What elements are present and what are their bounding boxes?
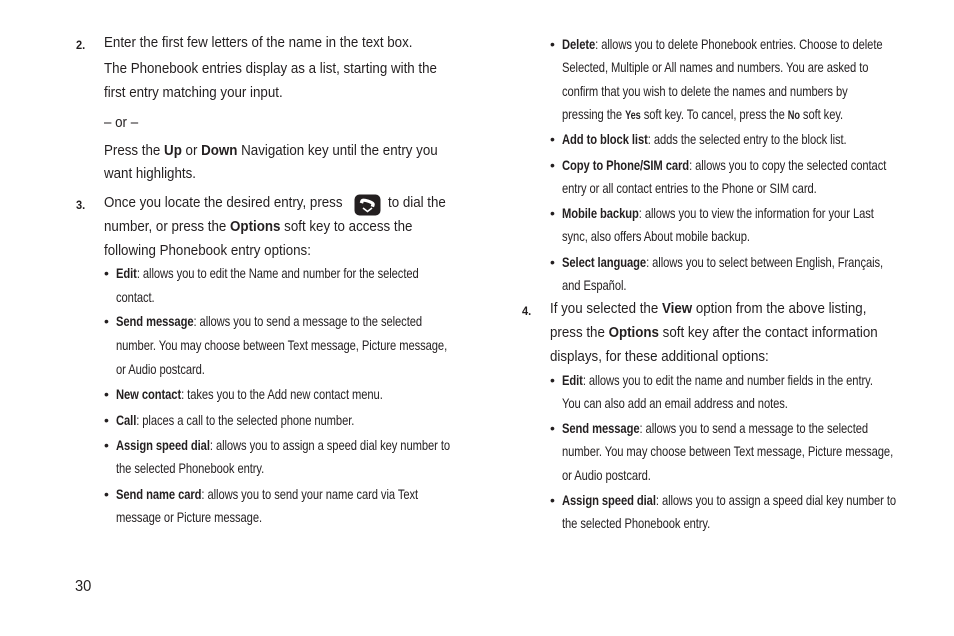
bullet-line: Send message: allows you to send a message to the selected [116,313,423,329]
bullet-dot: • [104,486,109,502]
bullet-line: and Español. [562,277,627,293]
bullet-line: message or Picture message. [116,509,262,525]
bullet-line: Send message: allows you to send a message to the selected [562,420,869,436]
bullet-line: or Audio postcard. [116,361,205,377]
bullet-dot: • [550,372,555,388]
bullet-line: contact. [116,289,155,305]
step-text: Once you locate the desired entry, press [104,195,343,211]
bullet-line: pressing the Yes soft key. To cancel, press the No soft key. [562,106,844,122]
bullet-dot: • [104,386,109,402]
bullet-line: Assign speed dial: allows you to assign a speed dial key number to [562,492,897,508]
bullet-line: the selected Phonebook entry. [116,460,265,476]
step-text: displays, for these additional options: [550,349,769,365]
step-text: following Phonebook entry options: [104,243,311,259]
bullet-line: Send name card: allows you to send your name card via Text [116,486,419,502]
bullet-line: confirm that you wish to delete the names and numbers by [562,83,848,99]
step-number: 2. [76,38,86,52]
bullet-dot: • [550,492,555,508]
bullet-dot: • [104,313,109,329]
bullet-dot: • [550,254,555,270]
paragraph-line: The Phonebook entries display as a list, starting with the [104,61,437,77]
or-separator: – or – [104,115,139,131]
bullet-line: New contact: takes you to the Add new contact menu. [116,386,383,402]
step-text: press the Options soft key after the contact information [550,325,878,341]
bullet-dot: • [104,265,109,281]
bullet-dot: • [550,205,555,221]
bullet-dot: • [550,157,555,173]
bullet-line: Selected, Multiple or All names and numbers. You are asked to [562,59,869,75]
bullet-dot: • [104,437,109,453]
bullet-line: You can also add an email address and notes. [562,395,788,411]
step-text: Enter the first few letters of the name in the text box. [104,35,413,51]
bullet-line: number. You may choose between Text message, Picture message, [116,337,448,353]
bullet-line: Call: places a call to the selected phone number. [116,412,355,428]
bullet-line: Edit: allows you to edit the name and number fields in the entry. [562,372,873,388]
bullet-line: Delete: allows you to delete Phonebook entries. Choose to delete [562,36,883,52]
bullet-line: Edit: allows you to edit the Name and number for the selected [116,265,419,281]
step-text: If you selected the View option from the above listing, [550,301,867,317]
page-number: 30 [75,578,92,595]
bullet-line: sync, also offers About mobile backup. [562,228,750,244]
bullet-dot: • [104,412,109,428]
bullet-line: Select language: allows you to select between English, Français, [562,254,884,270]
bullet-dot: • [550,420,555,436]
bullet-line: Copy to Phone/SIM card: allows you to copy the selected contact [562,157,887,173]
step-number: 4. [522,304,532,318]
step-text: to dial the [388,195,446,211]
bullet-line: number. You may choose between Text message, Picture message, [562,443,894,459]
step-text: number, or press the Options soft key to access the [104,219,413,235]
bullet-line: or Audio postcard. [562,467,651,483]
bullet-line: Assign speed dial: allows you to assign a speed dial key number to [116,437,451,453]
paragraph-line: want highlights. [104,166,196,182]
bullet-dot: • [550,36,555,52]
bullet-line: Mobile backup: allows you to view the information for your Last [562,205,874,221]
bullet-dot: • [550,131,555,147]
paragraph-line: first entry matching your input. [104,85,283,101]
bullet-line: entry or all contact entries to the Phone or SIM card. [562,180,817,196]
step-number: 3. [76,198,86,212]
bullet-line: the selected Phonebook entry. [562,515,711,531]
bullet-line: Add to block list: adds the selected entry to the block list. [562,131,847,147]
paragraph-line: Press the Up or Down Navigation key until the entry you [104,143,438,159]
